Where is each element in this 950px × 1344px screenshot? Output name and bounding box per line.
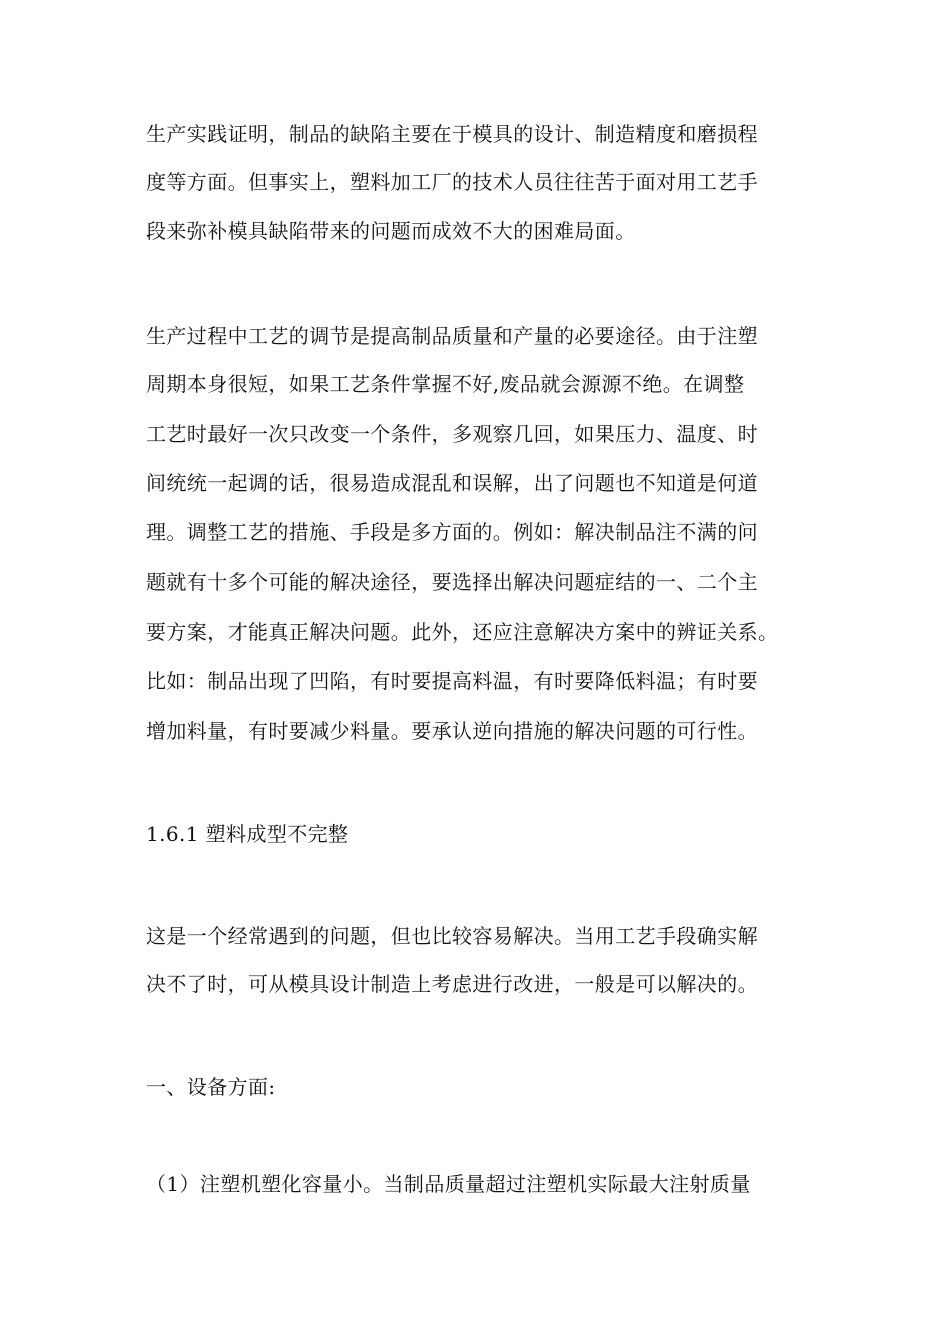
paragraph-2-line-7: 要方案，才能真正解决问题。此外，还应注意解决方案中的辨证关系。 xyxy=(146,620,779,644)
list-item-1-line-1: （1）注塑机塑化容量小。当制品质量超过注塑机实际最大注射质量 xyxy=(146,1172,751,1196)
paragraph-1-line-3: 段来弥补模具缺陷带来的问题而成效不大的困难局面。 xyxy=(146,219,636,243)
paragraph-2-line-4: 间统统一起调的话，很易造成混乱和误解，出了问题也不知道是何道 xyxy=(146,471,758,495)
paragraph-1-line-1: 生产实践证明，制品的缺陷主要在于模具的设计、制造精度和磨损程 xyxy=(146,122,758,146)
paragraph-2-line-3: 工艺时最好一次只改变一个条件，多观察几回，如果压力、温度、时 xyxy=(146,422,758,446)
section-heading: 1.6.1 塑料成型不完整 xyxy=(146,822,349,846)
paragraph-3-line-2: 决不了时，可从模具设计制造上考虑进行改进，一般是可以解决的。 xyxy=(146,972,758,996)
paragraph-3-line-1: 这是一个经常遇到的问题，但也比较容易解决。当用工艺手段确实解 xyxy=(146,924,758,948)
paragraph-2-line-8: 比如：制品出现了凹陷，有时要提高料温，有时要降低料温；有时要 xyxy=(146,669,758,693)
paragraph-2-line-2: 周期本身很短，如果工艺条件掌握不好,废品就会源源不绝。在调整 xyxy=(146,372,745,396)
subsection-heading: 一、设备方面: xyxy=(146,1075,276,1099)
paragraph-1-line-2: 度等方面。但事实上，塑料加工厂的技术人员往往苦于面对用工艺手 xyxy=(146,170,758,194)
paragraph-2-line-9: 增加料量，有时要减少料量。要承认逆向措施的解决问题的可行性。 xyxy=(146,719,758,743)
paragraph-2-line-6: 题就有十多个可能的解决途径，要选择出解决问题症结的一、二个主 xyxy=(146,570,758,594)
paragraph-2-line-5: 理。调整工艺的措施、手段是多方面的。例如：解决制品注不满的问 xyxy=(146,520,758,544)
paragraph-2-line-1: 生产过程中工艺的调节是提高制品质量和产量的必要途径。由于注塑 xyxy=(146,324,758,348)
